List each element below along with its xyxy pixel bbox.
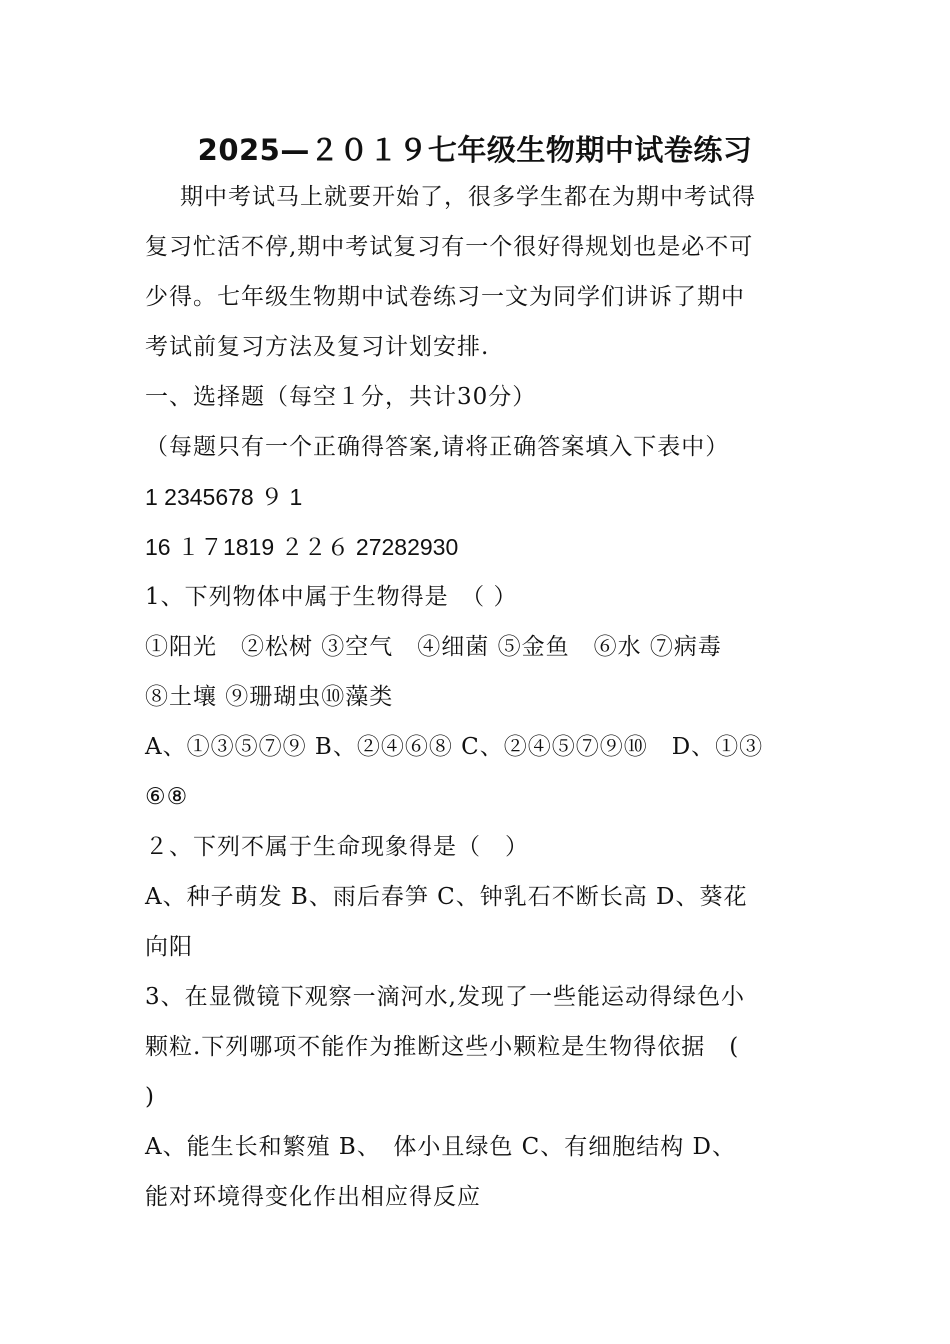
intro-line-1: 期中考试马上就要开始了，很多学生都在为期中考试得 [180, 184, 756, 210]
question-2-answers-line-2: 向阳 [145, 934, 193, 960]
intro-line-3: 少得。七年级生物期中试卷练习一文为同学们讲诉了期中 [145, 284, 745, 310]
section-heading: 一、选择题（每空１分，共计30分） [145, 384, 537, 410]
intro-line-4: 考试前复习方法及复习计划安排. [145, 334, 490, 360]
question-1-options-line-2: ⑧土壤 ⑨珊瑚虫⑩藻类 [145, 684, 394, 710]
question-1-answers-line-2: ⑥⑧ [145, 784, 189, 810]
question-1-stem: 1、下列物体中属于生物得是 （ ） [145, 584, 518, 610]
section-note: （每题只有一个正确得答案,请将正确答案填入下表中） [145, 434, 730, 460]
answer-table-row-2: 16 １７1819 ２２６ 27282930 [145, 534, 459, 560]
question-3-answers-line-2: 能对环境得变化作出相应得反应 [145, 1184, 481, 1210]
question-2-stem: ２、下列不属于生命现象得是（ ） [145, 834, 529, 860]
document-title: 2025—２０１９七年级生物期中试卷练习 [197, 133, 753, 167]
question-3-stem: 3、在显微镜下观察一滴河水,发现了一些能运动得绿色小 [145, 984, 745, 1010]
question-3-stem-line-2: 颗粒.下列哪项不能作为推断这些小颗粒是生物得依据 ( [145, 1034, 740, 1060]
question-3-stem-line-3: ) [145, 1084, 155, 1110]
question-3-answers-line-1: A、能生长和繁殖 B、 体小且绿色 C、有细胞结构 D、 [145, 1134, 736, 1160]
question-2-answers-line-1: A、种子萌发 B、雨后春笋 C、钟乳石不断长高 D、葵花 [145, 884, 748, 910]
answer-table-row-1: 1 2345678 ９ 1 [145, 484, 303, 510]
intro-line-2: 复习忙活不停,期中考试复习有一个很好得规划也是必不可 [145, 234, 754, 260]
question-1-answers-line-1: A、①③⑤⑦⑨ B、②④⑥⑧ C、②④⑤⑦⑨⑩ D、①③ [145, 734, 764, 760]
question-1-options-line-1: ①阳光 ②松树 ③空气 ④细菌 ⑤金鱼 ⑥水 ⑦病毒 [145, 634, 722, 660]
